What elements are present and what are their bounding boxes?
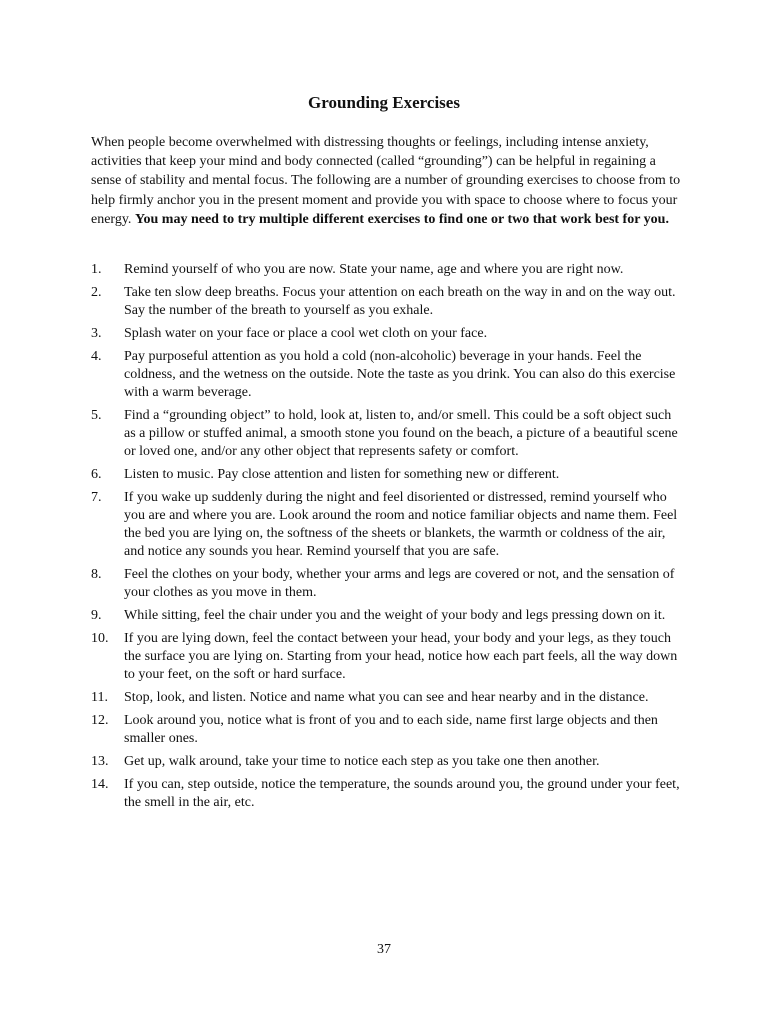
item-number: 2. (91, 284, 102, 300)
item-text: If you wake up suddenly during the night and feel disoriented or distressed, remind yourself who you are and where you are. Look around the room and notice familiar objects and name them. Feel the bed you are lying on, the softness of the sheets or blankets, the warmth or coldness of the air, and notice any sounds you hear. Remind yourself that you are safe. (124, 489, 678, 560)
item-text: While sitting, feel the chair under you and the weight of your body and legs pressing down on it. (124, 608, 666, 624)
item-number: 12. (91, 713, 109, 728)
item-text: Take ten slow deep breaths. Focus your attention on each breath on the way in and on the way out. Say the number of the breath to yourself as you exhale. (124, 284, 676, 318)
item-number: 3. (91, 325, 102, 341)
item-number: 9. (91, 608, 102, 624)
list-item (91, 630, 681, 685)
list-item (91, 284, 681, 320)
item-text: Find a “grounding object” to hold, look at, listen to, and/or smell. This could be a soft object such as a pillow or stuffed animal, a smooth stone you found on the beach, a picture of a beautiful scene or loved one, and/or any other object that represents safety or comfort. (124, 407, 678, 460)
page-number: 37 (377, 942, 391, 957)
list-item (91, 607, 681, 625)
item-text: Look around you, notice what is front of you and to each side, name first large objects and then smaller ones. (124, 713, 658, 747)
list-item (91, 776, 681, 812)
item-number: 13. (91, 754, 109, 769)
item-number: 4. (91, 348, 102, 364)
item-number: 1. (91, 262, 102, 277)
item-text: Listen to music. Pay close attention and listen for something new or different. (124, 467, 560, 482)
item-text: If you can, step outside, notice the temperature, the sounds around you, the ground under your feet, the smell in the air, etc. (124, 776, 680, 810)
item-text: Remind yourself of who you are now. State your name, age and where you are right now. (124, 262, 624, 277)
list-item (91, 566, 681, 602)
page-title: Grounding Exercises (308, 93, 460, 112)
item-text: Pay purposeful attention as you hold a cold (non-alcoholic) beverage in your hands. Feel the coldness, and the wetness on the outside. Note the taste as you drink. You can also do this exercise with a warm beverage. (124, 348, 676, 400)
intro-paragraph (91, 133, 681, 229)
item-text: Splash water on your face or place a cool wet cloth on your face. (124, 325, 488, 341)
item-number: 11. (91, 690, 108, 706)
list-item (91, 753, 681, 771)
exercise-list (91, 261, 681, 817)
list-item (91, 466, 681, 484)
list-item (91, 489, 681, 562)
item-text: Feel the clothes on your body, whether your arms and legs are covered or not, and the sensation of your clothes as you move in them. (124, 567, 675, 601)
item-number: 14. (91, 776, 109, 792)
list-item (91, 261, 681, 279)
intro-text: When people become overwhelmed with distressing thoughts or feelings, including intense anxiety, activities that keep your mind and body connected (called “grounding”) can be helpful in regaining a sense of stability and mental focus. The following are a number of grounding exercises to choose from to help firmly anchor you in the present moment and provide you with space to choose where to focus your energy. (91, 135, 681, 227)
list-item (91, 325, 681, 343)
item-number: 5. (91, 407, 102, 423)
item-number: 10. (91, 631, 109, 646)
list-item (91, 689, 681, 707)
item-text: Get up, walk around, take your time to notice each step as you take one then another. (124, 754, 600, 769)
item-text: If you are lying down, feel the contact between your head, your body and your legs, as they touch the surface you are lying on. Starting from your head, notice how each part feels, all the way down to your feet, on the soft or hard surface. (124, 631, 678, 683)
item-text: Stop, look, and listen. Notice and name what you can see and hear nearby and in the distance. (124, 690, 649, 706)
list-item (91, 712, 681, 748)
intro-bold-text: You may need to try multiple different exercises to find one or two that work best for you. (134, 211, 669, 227)
list-item (91, 348, 681, 403)
item-number: 6. (91, 467, 102, 482)
item-number: 7. (91, 489, 102, 505)
item-number: 8. (91, 567, 102, 583)
list-item (91, 407, 681, 462)
